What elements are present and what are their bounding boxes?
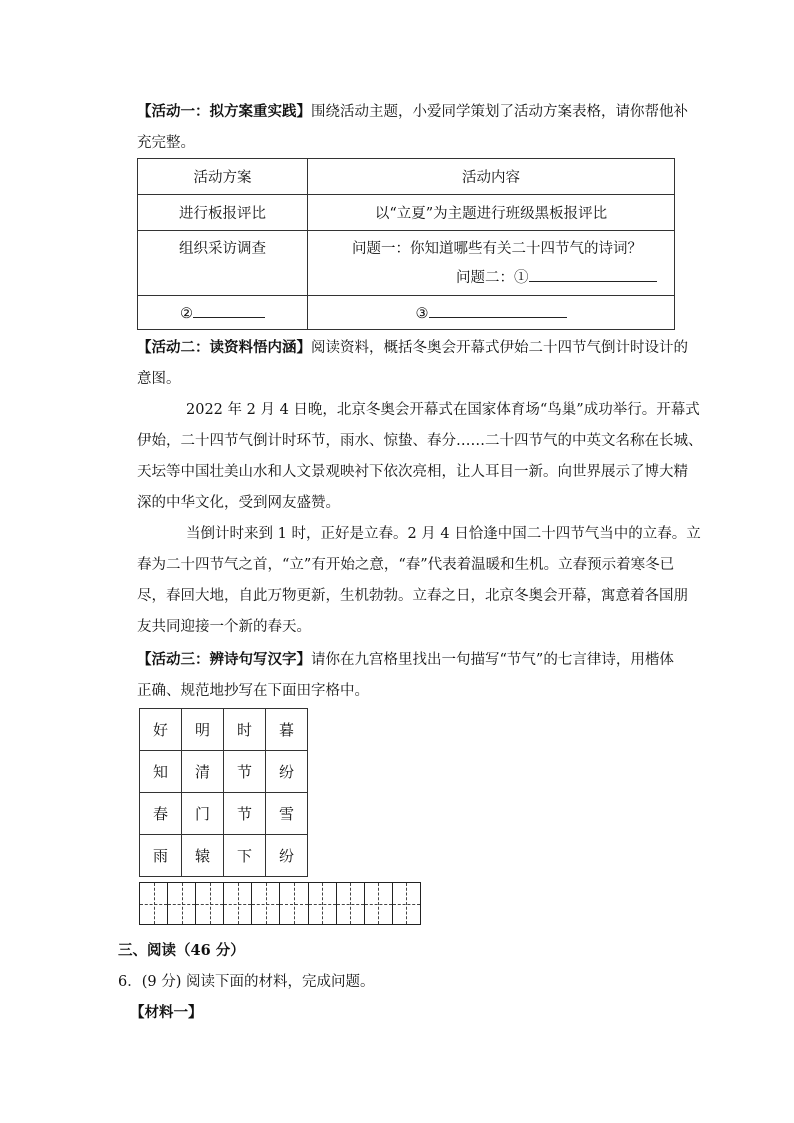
tianzige-cell[interactable] (336, 883, 364, 924)
tianzige-writing-grid[interactable] (139, 882, 421, 925)
p1-line2: 伊始，二十四节气倒计时环节，雨水、惊蛰、春分……二十四节气的中英文名称在长城、 (137, 433, 703, 449)
activity2-line2: 意图。 (137, 371, 181, 387)
blank-1[interactable] (529, 267, 657, 282)
grid-cell: 明 (182, 709, 224, 751)
tianzige-cell[interactable] (223, 883, 251, 924)
activity3-text: 请你在九宫格里找出一句描写“节气”的七言律诗，用楷体 (311, 652, 674, 668)
activity1-line1 (137, 102, 688, 122)
tianzige-cell[interactable] (308, 883, 336, 924)
plan-row3-content (308, 296, 675, 330)
p2-line1: 当倒计时来到 1 时，正好是立春。2 月 4 日恰逢中国二十四节气当中的立春。立 (186, 526, 701, 542)
plan-table (137, 158, 675, 330)
tianzige-cell[interactable] (195, 883, 223, 924)
p2-line4: 友共同迎接一个新的春天。 (137, 619, 311, 635)
tianzige-cell[interactable] (364, 883, 392, 924)
plan-header-scheme: 活动方案 (138, 159, 308, 195)
blank-2-label: ② (180, 306, 193, 322)
activity1-line2: 充完整。 (137, 135, 195, 151)
plan-row2-content (308, 231, 675, 296)
activity3-line2: 正确、规范地抄写在下面田字格中。 (137, 683, 369, 699)
activity2-heading: 【活动二：读资料悟内涵】 (137, 339, 311, 356)
plan-row1-content: 以“立夏”为主题进行班级黑板报评比 (308, 195, 675, 231)
plan-row2-scheme: 组织采访调查 (138, 231, 308, 296)
tianzige-guide-horizontal (140, 904, 167, 905)
question-one: 问题一：你知道哪些有关二十四节气的诗词？ (352, 241, 642, 257)
tianzige-cell[interactable] (251, 883, 279, 924)
grid-cell: 雪 (266, 793, 308, 835)
activity2-text: 阅读资料，概括冬奥会开幕式伊始二十四节气倒计时设计的 (311, 340, 688, 356)
activity3-line1 (137, 650, 674, 670)
grid-cell: 纷 (266, 835, 308, 877)
activity3-heading: 【活动三：辨诗句写汉字】 (137, 651, 311, 668)
activity1-heading: 【活动一：拟方案重实践】 (137, 103, 311, 120)
activity1-text: 围绕活动主题，小爱同学策划了活动方案表格，请你帮他补 (311, 104, 688, 120)
tianzige-cell[interactable] (392, 883, 420, 924)
grid-cell: 清 (182, 751, 224, 793)
activity2-line1 (137, 338, 688, 358)
grid-cell: 暮 (266, 709, 308, 751)
tianzige-guide-horizontal (337, 904, 364, 905)
tianzige-guide-horizontal (168, 904, 195, 905)
p2-line3: 尽，春回大地，自此万物更新，生机勃勃。立春之日，北京冬奥会开幕，寓意着各国朋 (137, 588, 688, 604)
grid-cell: 雨 (140, 835, 182, 877)
plan-header-content: 活动内容 (308, 159, 675, 195)
tianzige-guide-horizontal (309, 904, 336, 905)
question-two-label: 问题二：① (456, 270, 529, 286)
tianzige-cell[interactable] (167, 883, 195, 924)
question-6: 6．(9 分) 阅读下面的材料，完成问题。 (118, 974, 375, 990)
material-1-heading: 【材料一】 (130, 1004, 203, 1021)
tianzige-cell[interactable] (140, 883, 167, 924)
p1-line3: 天坛等中国壮美山水和人文景观映衬下依次亮相，让人耳目一新。向世界展示了博大精 (137, 464, 688, 480)
tianzige-guide-horizontal (252, 904, 279, 905)
blank-3[interactable] (429, 303, 567, 318)
grid-cell: 门 (182, 793, 224, 835)
p1-line4: 深的中华文化，受到网友盛赞。 (137, 495, 340, 511)
grid-cell: 知 (140, 751, 182, 793)
p2-line2: 春为二十四节气之首，“立”有开始之意，“春”代表着温暖和生机。立春预示着寒冬已 (137, 557, 675, 573)
plan-row3-scheme (138, 296, 308, 330)
p1-line1: 2022 年 2 月 4 日晚，北京冬奥会开幕式在国家体育场“鸟巢”成功举行。开幕式 (186, 402, 700, 418)
grid-cell: 节 (224, 751, 266, 793)
grid-cell: 好 (140, 709, 182, 751)
section3-title: 三、阅读（46 分） (118, 942, 245, 959)
blank-3-label: ③ (415, 306, 429, 322)
grid-cell: 下 (224, 835, 266, 877)
tianzige-guide-horizontal (280, 904, 307, 905)
grid-cell: 纷 (266, 751, 308, 793)
grid-cell: 节 (224, 793, 266, 835)
grid-cell: 春 (140, 793, 182, 835)
grid-cell: 辕 (182, 835, 224, 877)
character-grid (139, 708, 308, 877)
tianzige-cell[interactable] (279, 883, 307, 924)
question-two (308, 266, 674, 287)
blank-2[interactable] (193, 303, 265, 318)
tianzige-guide-horizontal (393, 904, 420, 905)
tianzige-guide-horizontal (365, 904, 392, 905)
tianzige-guide-horizontal (224, 904, 251, 905)
plan-row1-scheme: 进行板报评比 (138, 195, 308, 231)
grid-cell: 时 (224, 709, 266, 751)
tianzige-guide-horizontal (196, 904, 223, 905)
